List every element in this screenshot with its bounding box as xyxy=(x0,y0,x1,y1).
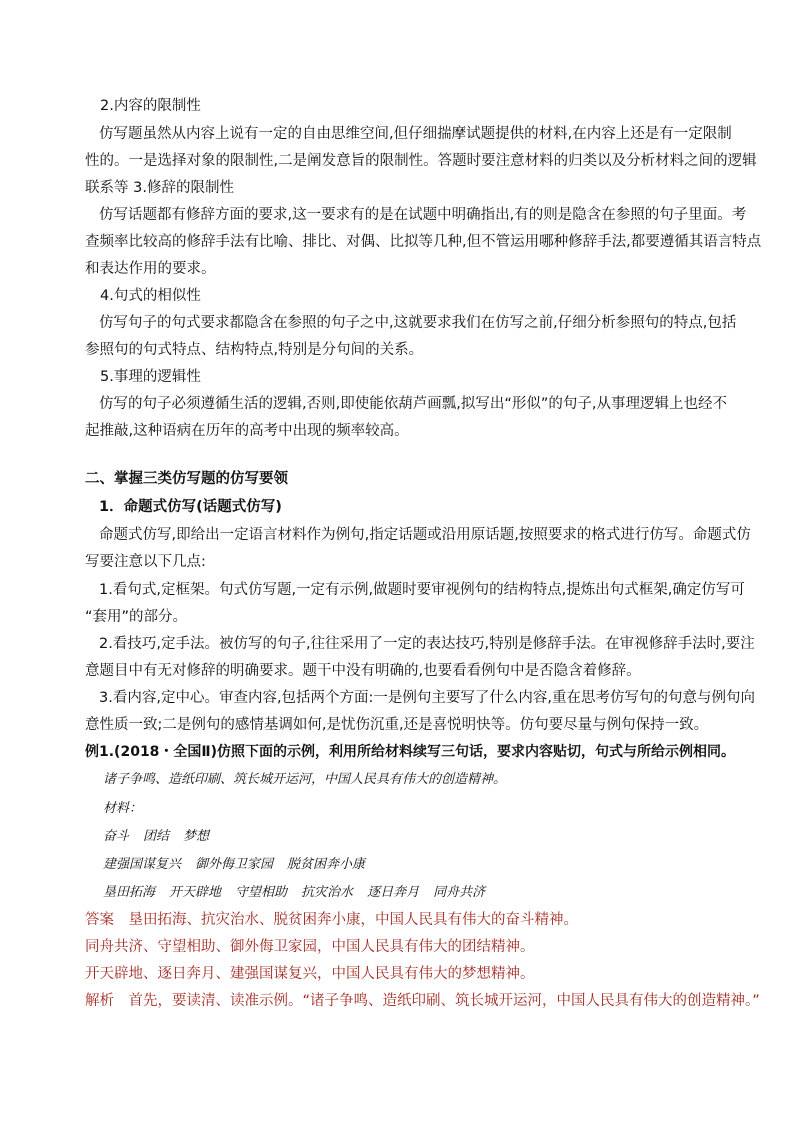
paragraph-line: 意题目中有无对修辞的明确要求。题干中没有明确的,也要看看例句中是否隐含着修辞。 xyxy=(85,663,641,679)
paragraph-line: 参照句的句式特点、结构特点,特别是分句间的关系。 xyxy=(85,342,424,358)
materials-row xyxy=(103,883,499,903)
paragraph-line: 和表达作用的要求。 xyxy=(85,261,216,277)
answer-label: 答案 xyxy=(85,912,114,928)
materials-row xyxy=(103,827,223,847)
paragraph-line: 仿写题虽然从内容上说有一定的自由思维空间,但仔细揣摩试题提供的材料,在内容上还是有一定限制 xyxy=(99,126,732,142)
subsection-title: 1．命题式仿写(话题式仿写) xyxy=(99,499,282,515)
paragraph-line: 意性质一致;二是例句的感情基调如何,是忧伤沉重,还是喜悦明快等。仿句要尽量与例句保持一致。 xyxy=(85,717,709,733)
material-word: 逐日奔月 xyxy=(367,885,420,900)
example-question: 例1.(2018・全国Ⅱ)仿照下面的示例，利用所给材料续写三句话，要求内容贴切，句式与所给示例相同。 xyxy=(85,744,736,760)
heading-logic: 5.事理的逻辑性 xyxy=(100,369,201,385)
material-word: 垦田拓海 xyxy=(103,885,156,900)
answer-line: 同舟共济、守望相助、御外侮卫家园，中国人民具有伟大的团结精神。 xyxy=(85,939,535,955)
paragraph-line: 3.看内容,定中心。审查内容,包括两个方面:一是例句主要写了什么内容,重在思考仿写句的句意与例句向 xyxy=(99,690,756,706)
paragraph-line: 命题式仿写,即给出一定语言材料作为例句,指定话题或沿用原话题,按照要求的格式进行仿写。命题式仿 xyxy=(99,527,751,543)
paragraph-line: 仿写的句子必须遵循生活的逻辑,否则,即使能依葫芦画瓢,拟写出“形似”的句子,从事理逻辑上也经不 xyxy=(99,396,727,412)
example-sentence: 诸子争鸣、造纸印刷、筑长城开运河，中国人民具有伟大的创造精神。 xyxy=(103,772,507,787)
material-word: 开天辟地 xyxy=(169,885,222,900)
section-title: 二、掌握三类仿写题的仿写要领 xyxy=(85,471,288,487)
material-word: 御外侮卫家园 xyxy=(195,857,274,872)
material-word: 同舟共济 xyxy=(433,885,486,900)
paragraph-line: 性的。一是选择对象的限制性,二是阐发意旨的限制性。答题时要注意材料的归类以及分析材料之间的逻辑 xyxy=(85,153,757,169)
paragraph-line: 联系等 3.修辞的限制性 xyxy=(85,180,234,196)
answer-line: 开天辟地、逐日奔月、建强国谋复兴，中国人民具有伟大的梦想精神。 xyxy=(85,966,535,982)
material-word: 抗灾治水 xyxy=(301,885,354,900)
material-word: 奋斗 xyxy=(103,829,130,844)
answer-text: 垦田拓海、抗灾治水、脱贫困奔小康，中国人民具有伟大的奋斗精神。 xyxy=(128,912,578,928)
heading-content-restriction: 2.内容的限制性 xyxy=(100,98,201,114)
paragraph-line: 起推敲,这种语病在历年的高考中出现的频率较高。 xyxy=(85,423,409,439)
answer-line xyxy=(85,910,578,930)
paragraph-line: “套用”的部分。 xyxy=(85,609,188,625)
paragraph-line: 写要注意以下几点: xyxy=(85,554,206,570)
material-word: 守望相助 xyxy=(235,885,288,900)
paragraph-line: 查频率比较高的修辞手法有比喻、排比、对偶、比拟等几种,但不管运用哪种修辞手法,都要遵循其语言特点 xyxy=(85,234,762,250)
paragraph-line: 仿写话题都有修辞方面的要求,这一要求有的是在试题中明确指出,有的则是隐含在参照的句子里面。考 xyxy=(99,207,747,223)
paragraph-line: 1.看句式,定框架。句式仿写题,一定有示例,做题时要审视例句的结构特点,提炼出句式框架,确定仿写可 xyxy=(99,582,745,598)
analysis-text: 首先，要读清、读准示例。“诸子争鸣、造纸印刷、筑长城开运河，中国人民具有伟大的创造精神。” xyxy=(128,993,760,1009)
analysis-line xyxy=(85,991,760,1011)
material-word: 梦想 xyxy=(183,829,210,844)
material-word: 团结 xyxy=(143,829,170,844)
paragraph-line: 仿写句子的句式要求都隐含在参照的句子之中,这就要求我们在仿写之前,仔细分析参照句的特点,包括 xyxy=(99,315,737,331)
materials-row xyxy=(103,855,379,875)
paragraph-line: 2.看技巧,定手法。被仿写的句子,往往采用了一定的表达技巧,特别是修辞手法。在审视修辞手法时,要注 xyxy=(99,636,755,652)
materials-label: 材料： xyxy=(103,801,143,816)
analysis-label: 解析 xyxy=(85,993,114,1009)
material-word: 建强国谋复兴 xyxy=(103,857,182,872)
material-word: 脱贫困奔小康 xyxy=(287,857,366,872)
heading-sentence-similarity: 4.句式的相似性 xyxy=(100,288,201,304)
